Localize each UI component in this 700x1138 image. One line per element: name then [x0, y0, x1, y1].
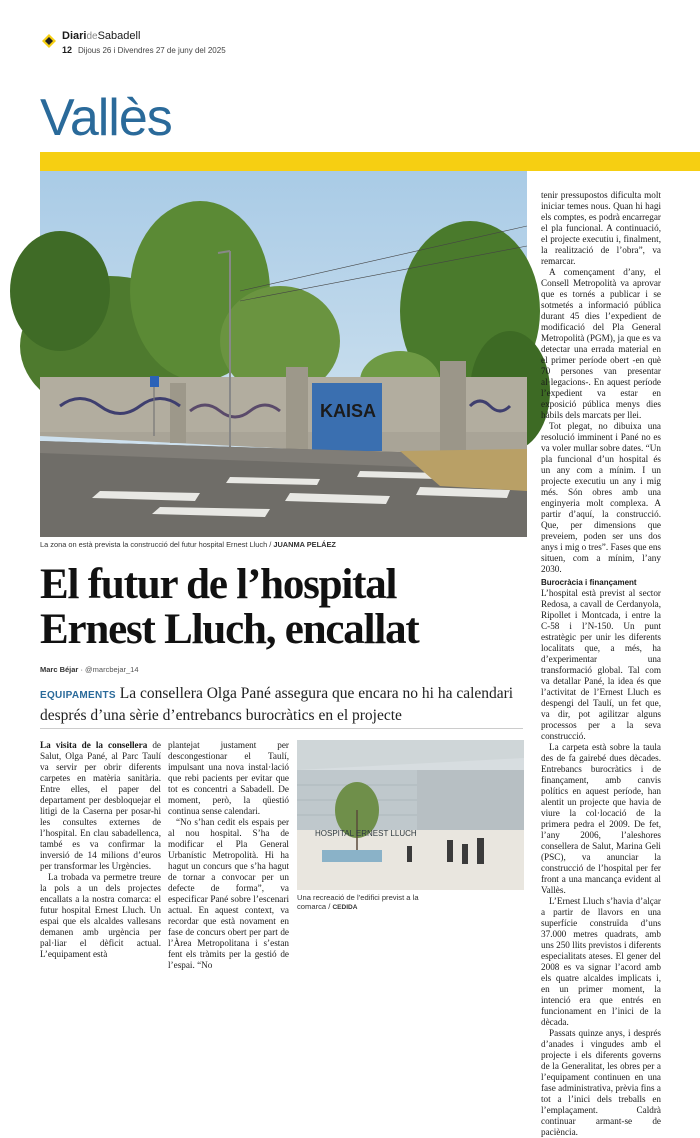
- body-paragraph: L’Ernest Lluch s’havia d’alçar a partir de llavors en una superfície construïda d’uns 37.000 metres quadrats, amb uns 250 llits previstos i diferents especialitats ateses. El gener del 2008 es va signar l’acord amb els quatre alcaldes implicats i, en un primer moment, la intenció era que entrés en funcionament en l’inici de la dècada.: [541, 896, 661, 1027]
- render-sign-text: HOSPITAL ERNEST LLUCH: [315, 829, 417, 838]
- graffiti-text: KAISA: [320, 401, 377, 421]
- body-paragraph: “No s’han cedit els espais per al nou hospital. S’ha de modificar el Pla General Urbanístic Metropolità. Hi ha hagut un concurs que s’ha hagut de tornar a convocar per un defecte de forma”, va especificar Pané sobre l’escenari actual. En aquest context, va recordar que està novament en fase de concurs obert per part de l’Àrea Metropolitana i s’estan fent els tràmits per la gestió de l’espai. “No: [168, 817, 289, 970]
- body-paragraph: A començament d’any, el Consell Metropolità va aprovar que es tornés a publicar i se sotmetés a informació pública durant 45 dies l’expedient de modificació del Pla General Metropolità (PGM), ja que es va detectar una errada material en el primer període obert -en què 70 persones van presentar al·legacions-. En aquest període l’expedient va estar en exposició pública menys dies hàbils dels marcats per llei.: [541, 267, 661, 420]
- lead-text: La consellera Olga Pané assegura que encara no hi ha calendari després d’una sèrie d’entrebancs burocràtics en el projecte: [40, 685, 514, 724]
- photo-credit: JUANMA PELÁEZ: [273, 540, 336, 549]
- brand-name: Diari: [62, 30, 87, 42]
- headline-line-2: Ernest Lluch, encallat: [40, 606, 419, 653]
- main-photo: [40, 171, 527, 537]
- render-credit: CEDIDA: [332, 904, 358, 911]
- body-paragraph: plantejat justament per descongestionar el Taulí, impulsant una nova instal·lació que rebi pacients per evitar que tot es concentri a Sabadell. De moment, però, la qüestió continua sense calendari.: [168, 740, 289, 816]
- photo-caption: [40, 540, 336, 549]
- body-paragraph: La carpeta està sobre la taula des de fa gairebé dues dècades. Entrebancs burocràtics i de finançament, amb canvis polítics en aquest període, han alentit un projecte que havia de viure la col·locació de la primera pedra el 2009. De fet, l’any 2006, l’aleshores consellera de Salut, Marina Geli (PSC), va anunciar la construcció de l’hospital per fer front a una mancança evident al Vallès.: [541, 742, 661, 895]
- dateline: Dijous 26 i Divendres 27 de juny del 2025: [78, 46, 226, 55]
- byline-separator: ·: [80, 665, 83, 674]
- render-caption: [297, 893, 437, 912]
- page-number: 12: [62, 45, 73, 55]
- diari-logo-icon: [42, 34, 56, 48]
- headline: [40, 562, 520, 652]
- brand-city: Sabadell: [97, 30, 141, 42]
- body-column-1: [40, 740, 161, 959]
- body-paragraph: L’hospital està previst al sector Redosa, a cavall de Cerdanyola, Ripollet i Montcada, i entre la C-58 i l’N-150. Un punt estratègic per unir les diferents localitats que, a més, ha d’experimentar una transformació global. Tal com va detallar Pané, la idea és que l’activitat de l’Ernest Lluch es despengi del Taulí, un fet que, va dir, pot agilitzar alguns processos per a la seva construcció.: [541, 588, 661, 741]
- body-paragraph: Tot plegat, no dibuixa una resolució imminent i Pané no es va voler mullar sobre dates. “Un pla funcional d’un hospital és un any com a mínim. I un projecte executiu un any i mig més. Són obres amb una enginyeria molt complexa. A partir d’aquí, la construcció. Que, per dimensions que preveiem, poden ser uns dos anys i mig o tres”. Fases que ens situen, com a mínim, l’any 2030.: [541, 421, 661, 574]
- lead-paragraph: [40, 684, 520, 726]
- masthead-brand: [62, 30, 140, 42]
- body-paragraph: de Salut, Olga Pané, al Parc Taulí va servir per obrir diferents carpetes en matèria sanitària. Entre elles, el paper del departament per desbloquejar el litigi de la Caserna per posar-hi les consultes externes de l’hospital. En clau sabadellenca, també es va confirmar la inversió de 14 milions d’euros per transformar les Urgències.: [40, 740, 161, 871]
- body-paragraph: La trobada va permetre treure la pols a un dels projectes encallats a la nostra comarca: el futur hospital Ernest Lluch. Un espai que els alcaldes vallesans demanen amb urgència per pal·liar el dèficit actual. L’equipament està: [40, 872, 161, 959]
- brand-de: de: [86, 31, 98, 42]
- lead-tag: EQUIPAMENTS: [40, 690, 116, 701]
- byline: [40, 665, 139, 674]
- body-paragraph: tenir pressupostos dificulta molt iniciar temes nous. Quan hi hagi els comptes, es podrà encarregar el pla funcional. A continuació, el projecte executiu i, finalment, la realització de l’obra”, va remarcar.: [541, 190, 661, 266]
- section-subhead: Burocràcia i finançament: [541, 578, 637, 587]
- render-caption-text: Una recreació de l’edifici previst a la comarca /: [297, 893, 419, 911]
- headline-line-1: El futur de l’hospital: [40, 561, 397, 608]
- body-column-right: [541, 190, 661, 1137]
- section-title: Vallès: [40, 89, 172, 147]
- divider: [40, 728, 523, 729]
- body-paragraph: Passats quinze anys, i després d’anades i vingudes amb el projecte i els diferents governs de la Generalitat, les obres per a l’equipament continuen en una fase administrativa, prèvia fins a tot a l’inici dels treballs en l’emplaçament. Caldrà continuar armant-se de paciència.: [541, 1028, 661, 1137]
- body-column-2: [168, 740, 289, 970]
- section-color-bar: [40, 152, 700, 171]
- hospital-render-image: [297, 740, 524, 890]
- author-handle[interactable]: @marcbejar_14: [85, 665, 139, 674]
- body-lead-in: La visita de la consellera: [40, 740, 148, 750]
- author-name: Marc Béjar: [40, 665, 79, 674]
- photo-caption-text: La zona on està prevista la construcció del futur hospital Ernest Lluch /: [40, 540, 272, 549]
